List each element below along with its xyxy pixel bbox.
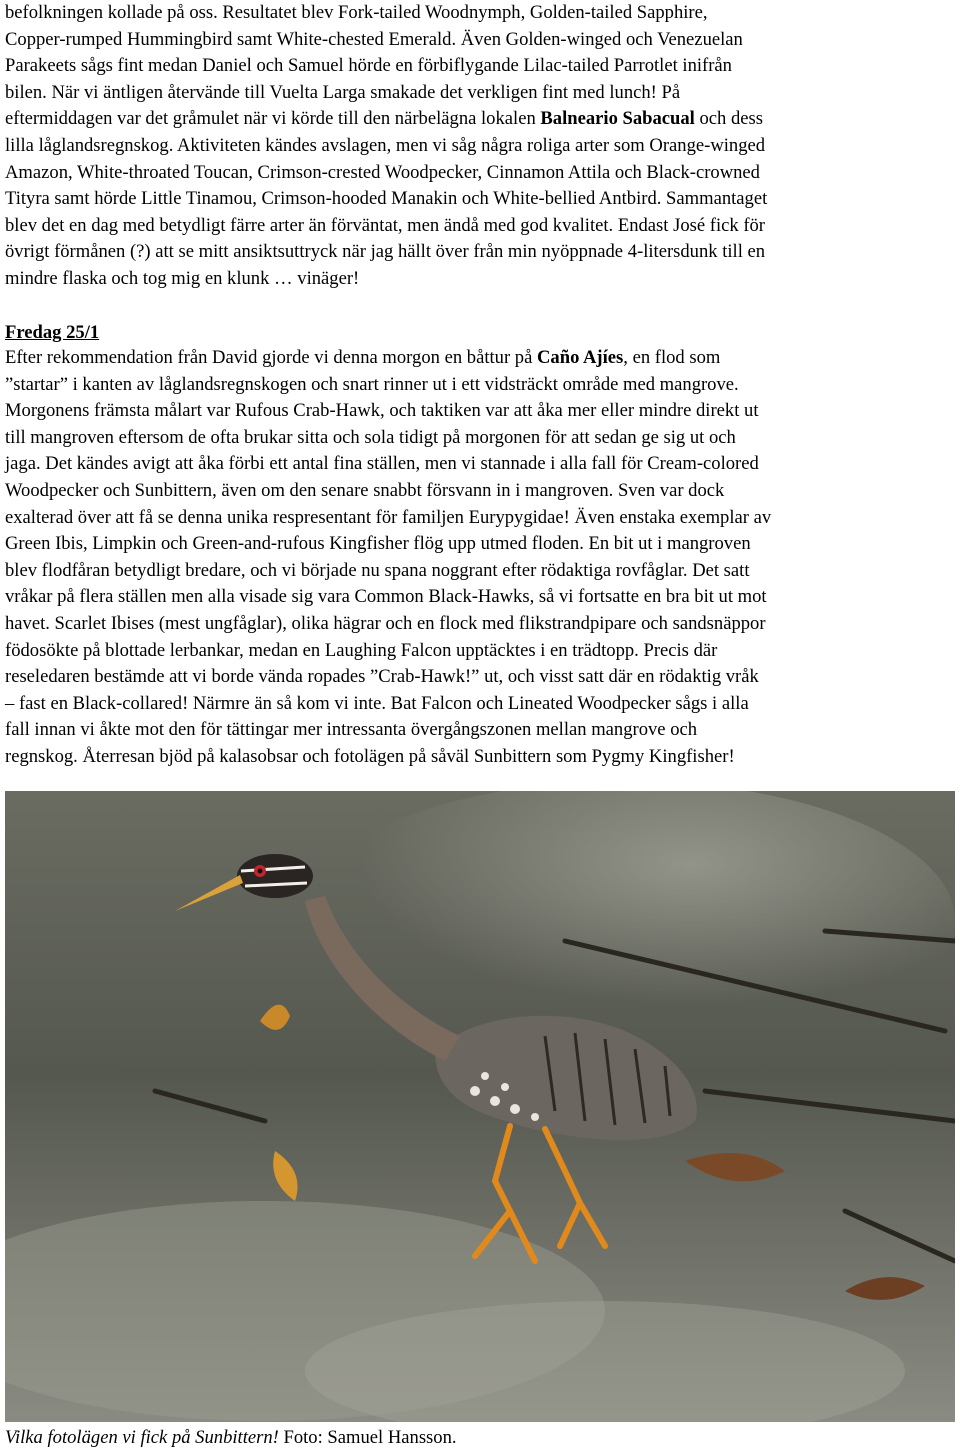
- text-line: Amazon, White-throated Toucan, Crimson-crested Woodpecker, Cinnamon Attila och Black-crowned: [5, 161, 760, 183]
- text-line: exalterad över att få se denna unika respresentant för familjen Eurypygidae! Även enstaka exemplar av: [5, 506, 772, 528]
- photo-caption: [5, 1426, 457, 1450]
- text-line: [5, 345, 955, 372]
- text-segment: , en flod som: [623, 347, 721, 368]
- text-line: blev det en dag med betydligt färre arter än förväntat, men ändå med god kvalitet. Endast José fick för: [5, 214, 766, 236]
- text-line: Green Ibis, Limpkin och Green-and-rufous Kingfisher flög upp utmed floden. En bit ut i mangroven: [5, 533, 751, 555]
- text-line: blev flodfåran betydligt bredare, och vi började nu spana noggrant efter rödaktiga rovfåglar. Det satt: [5, 559, 750, 581]
- text-line: befolkningen kollade på oss. Resultatet blev Fork-tailed Woodnymph, Golden-tailed Sapphire,: [5, 2, 708, 23]
- sunbittern-photo: [5, 791, 955, 1422]
- text-line: fall innan vi åkte mot den för tättingar mer intressanta övergångszonen mellan mangrove och: [5, 719, 698, 741]
- text-segment: eftermiddagen var det gråmulet när vi körde till den närbelägna lokalen: [5, 108, 541, 130]
- text-line: födosökte på blottade lerbankar, medan en Laughing Falcon upptäcktes i en trädtopp. Precis där: [5, 639, 718, 661]
- text-line: vråkar på flera ställen men alla visade sig vara Common Black-Hawks, så vi fortsatte en bra bit ut mot: [5, 586, 767, 608]
- text-line: Copper-rumped Hummingbird samt White-chested Emerald. Även Golden-winged och Venezuelan: [5, 28, 743, 50]
- bird-head: [237, 854, 313, 898]
- text-line: till mangroven eftersom de ofta brukar sitta och sola tidigt på morgonen för att sedan ge sig ut och: [5, 426, 736, 448]
- text-line: övrigt förmånen (?) att se mitt ansiktsuttryck när jag hällt över från min nyöppnade 4-litersdunk till en: [5, 241, 766, 263]
- section-heading: Fredag 25/1: [5, 322, 100, 343]
- text-line: lilla låglandsregnskog. Aktiviteten kändes avslagen, men vi såg några roliga arter som Orange-winged: [5, 134, 766, 156]
- caption-text: Vilka fotolägen vi fick på Sunbittern!: [5, 1427, 279, 1448]
- text-line: ”startar” i kanten av låglandsregnskogen och snart rinner ut i ett vidsträckt område med mangrove.: [5, 373, 739, 395]
- paragraph-friday: [5, 345, 955, 771]
- caption-credit: Foto: Samuel Hansson.: [278, 1427, 457, 1448]
- text-line: – fast en Black-collared! Närmre än så kom vi inte. Bat Falcon och Lineated Woodpecker sågs i alla: [5, 692, 749, 714]
- text-line: regnskog. Återresan bjöd på kalasobsar och fotolägen på såväl Sunbittern som Pygmy Kingfisher!: [5, 745, 735, 767]
- text-line: Woodpecker och Sunbittern, även om den senare snabbt försvann in i mangroven. Sven var dock: [5, 479, 725, 501]
- text-segment: Efter rekommendation från David gjorde vi denna morgon en båttur på: [5, 347, 537, 368]
- text-line: mindre flaska och tog mig en klunk … vinäger!: [5, 267, 360, 289]
- text-line: havet. Scarlet Ibises (mest ungfåglar), olika hägrar och en flock med flikstrandpipare och sandsnäppor: [5, 612, 766, 634]
- text-segment: och dess: [694, 108, 764, 130]
- photo-illustration: [5, 791, 955, 1422]
- place-name: Balneario Sabacual: [540, 108, 695, 130]
- text-line: Tityra samt hörde Little Tinamou, Crimson-hooded Manakin och White-bellied Antbird. Sammantaget: [5, 188, 768, 210]
- text-line: jaga. Det kändes avigt att åka förbi ett antal fina ställen, men vi stannade i alla fall för Cream-colored: [5, 453, 759, 475]
- text-line: bilen. När vi äntligen återvände till Vuelta Larga smakade det verkligen fint med lunch! På: [5, 81, 681, 103]
- text-line: Morgonens främsta målart var Rufous Crab-Hawk, och taktiken var att åka mer eller mindre direkt ut: [5, 400, 759, 422]
- text-line: reseledaren bestämde att vi borde vända ropades ”Crab-Hawk!” ut, och visst satt där en rödaktig vråk: [5, 666, 759, 688]
- text-line: [5, 106, 955, 133]
- paragraph-intro: [5, 0, 955, 293]
- text-line: Parakeets sågs fint medan Daniel och Samuel hörde en förbiflygande Lilac-tailed Parrotlet inifrån: [5, 55, 732, 77]
- place-name: Caño Ajíes: [537, 347, 624, 368]
